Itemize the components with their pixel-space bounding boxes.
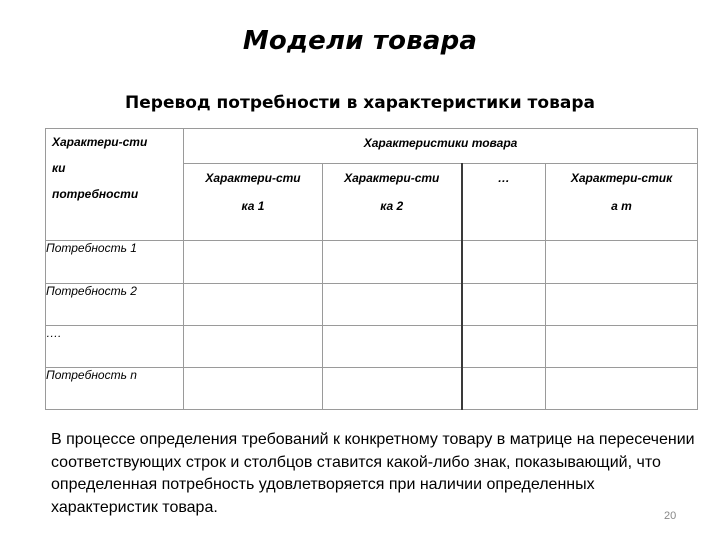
header-characteristic-m-line-1: Характери-стик <box>570 171 673 185</box>
header-needs-characteristics <box>46 129 184 241</box>
page-number: 20 <box>664 510 677 522</box>
matrix-cell <box>184 284 323 326</box>
matrix-cell <box>462 326 546 368</box>
matrix-cell <box>462 241 546 284</box>
header-characteristic-2-line-2: ка 2 <box>380 199 404 213</box>
header-characteristic-m-line-2: а m <box>611 199 632 213</box>
header-characteristic-1 <box>184 164 323 241</box>
row-label: Потребность n <box>46 368 184 410</box>
needs-characteristics-matrix <box>45 128 698 410</box>
table-row <box>46 284 698 326</box>
table-row <box>46 368 698 410</box>
table-row <box>46 241 698 284</box>
matrix-cell <box>184 326 323 368</box>
row-label: Потребность 2 <box>46 284 184 326</box>
header-ellipsis <box>462 164 546 241</box>
slide-subtitle: Перевод потребности в характеристики товара <box>125 93 595 113</box>
slide-title: Модели товара <box>242 26 478 56</box>
matrix-cell <box>546 284 698 326</box>
header-characteristic-1-line-2: ка 1 <box>241 199 265 213</box>
row-label: Потребность 1 <box>46 241 184 284</box>
header-ellipsis-line-1: … <box>497 171 510 185</box>
matrix-cell <box>462 284 546 326</box>
matrix-cell <box>323 284 462 326</box>
row-label: …. <box>46 326 184 368</box>
header-needs-line-3: потребности <box>52 187 139 201</box>
matrix-cell <box>184 368 323 410</box>
header-needs-line-1: Характери-сти <box>52 135 148 149</box>
matrix-cell <box>546 326 698 368</box>
header-characteristic-m <box>546 164 698 241</box>
matrix-cell <box>323 326 462 368</box>
matrix-cell <box>184 241 323 284</box>
matrix-cell <box>323 241 462 284</box>
header-characteristic-2-line-1: Характери-сти <box>344 171 440 185</box>
header-characteristic-1-line-1: Характери-сти <box>205 171 301 185</box>
matrix-cell <box>546 368 698 410</box>
header-characteristic-2 <box>323 164 462 241</box>
explanation-paragraph: В процессе определения требований к конкретному товару в матрице на пересечении соответствующих строк и столбцов ставится какой-либо знак, показывающий, что определенная потребность удовлетворяется при наличии определенных характеристик товара. <box>51 431 695 516</box>
matrix-cell <box>462 368 546 410</box>
header-product-characteristics: Характеристики товара <box>184 129 698 164</box>
table-row <box>46 326 698 368</box>
matrix-cell <box>546 241 698 284</box>
header-needs-line-2: ки <box>52 161 66 175</box>
matrix-cell <box>323 368 462 410</box>
